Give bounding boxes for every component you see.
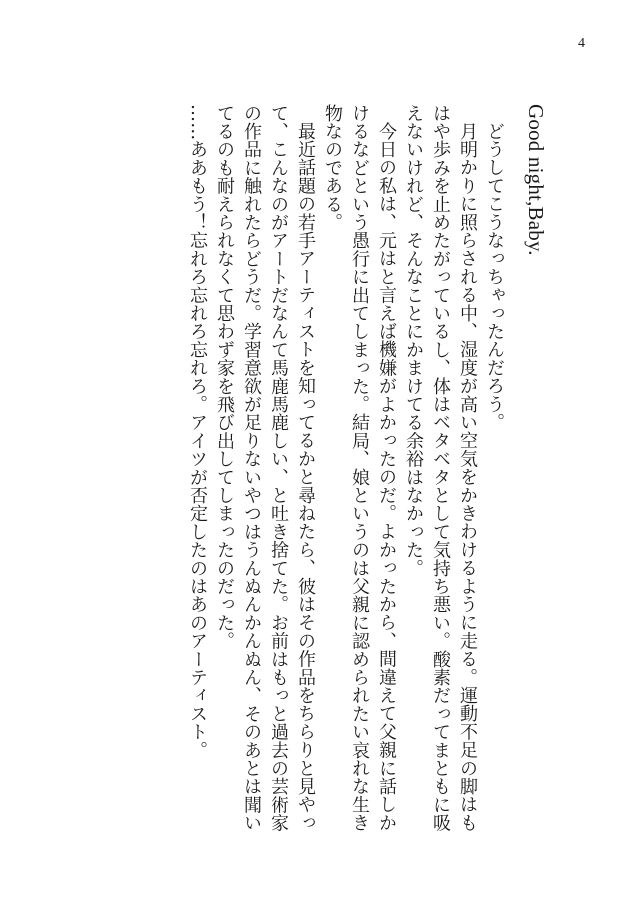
page-number: 4 [578, 36, 585, 51]
chapter-title: Good night,Baby. [524, 104, 548, 256]
page-text [99, 104, 549, 844]
paragraph: 最近話題の若手アーティストを知ってるかと尋ねたら、彼はその作品をちらりと見やって、こんなのがアートだなんて馬鹿馬鹿しい、と吐き捨てた。お前はもっと過去の芸術家の作品に触れたらどうだ。学習意欲が足りないやつはうんぬんかんぬん、そのあとは聞いてるのも耐えられなくて思わず家を飛び出してしまったのだった。 [214, 104, 316, 832]
paragraph [184, 104, 211, 844]
paragraph: どうしてこうなっちゃったんだろう。 [484, 122, 505, 432]
paragraph: 月明かりに照らされる中、湿度が高い空気をかきわけるように走る。運動不足の脚はもはや歩みを止めたがっているし、体はベタベタとして気持ち悪い。酸素だってまともに吸えないけれど、そんなことにかまけてる余裕はなかった。 [403, 104, 478, 832]
closing-sentence: 忘れろ忘れろ忘れろ。アイツが否定したのはあのアーティスト。 [187, 231, 208, 760]
paragraph: 今日の私は、元はと言えば機嫌がよかったのだ。よかったから、間違えて父親に話しかけるなどという愚行に出てしまった。結局、娘というのは父親に認められたい哀れな生き物なのである。 [322, 104, 397, 832]
exclamation: ……ああもう！ [187, 104, 208, 232]
